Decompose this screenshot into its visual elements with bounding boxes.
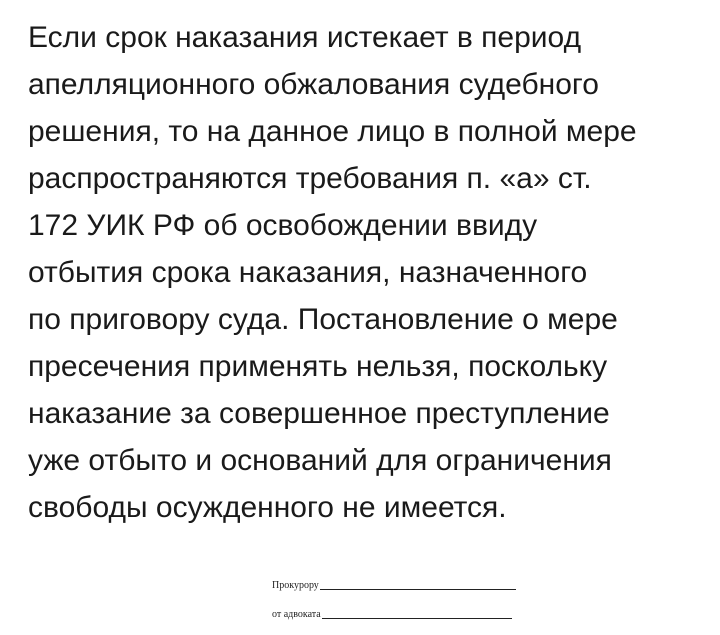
paragraph-line: пресечения применять нельзя, поскольку	[28, 350, 608, 383]
legal-paragraph	[28, 14, 708, 531]
prosecutor-label: Прокурору	[272, 580, 319, 591]
paragraph-line: уже отбыто и оснований для ограничения	[28, 444, 612, 477]
lawyer-label: от адвоката	[272, 609, 321, 620]
paragraph-line: по приговору суда. Постановление о мере	[28, 303, 618, 336]
paragraph-line: наказание за совершенное преступление	[28, 397, 610, 430]
paragraph-line: Если срок наказания истекает в период	[28, 21, 582, 54]
paragraph-line: свободы осужденного не имеется.	[28, 491, 507, 524]
paragraph-line: 172 УИК РФ об освобождении ввиду	[28, 209, 538, 242]
prosecutor-blank-line	[320, 589, 516, 590]
paragraph-line: апелляционного обжалования судебного	[28, 68, 599, 101]
paragraph-line: решения, то на данное лицо в полной мере	[28, 115, 637, 148]
paragraph-line: распространяются требования п. «а» ст.	[28, 162, 592, 195]
lawyer-blank-line	[322, 618, 512, 619]
prosecutor-field	[272, 580, 516, 592]
paragraph-line: отбытия срока наказания, назначенного	[28, 256, 588, 289]
lawyer-field	[272, 609, 512, 621]
